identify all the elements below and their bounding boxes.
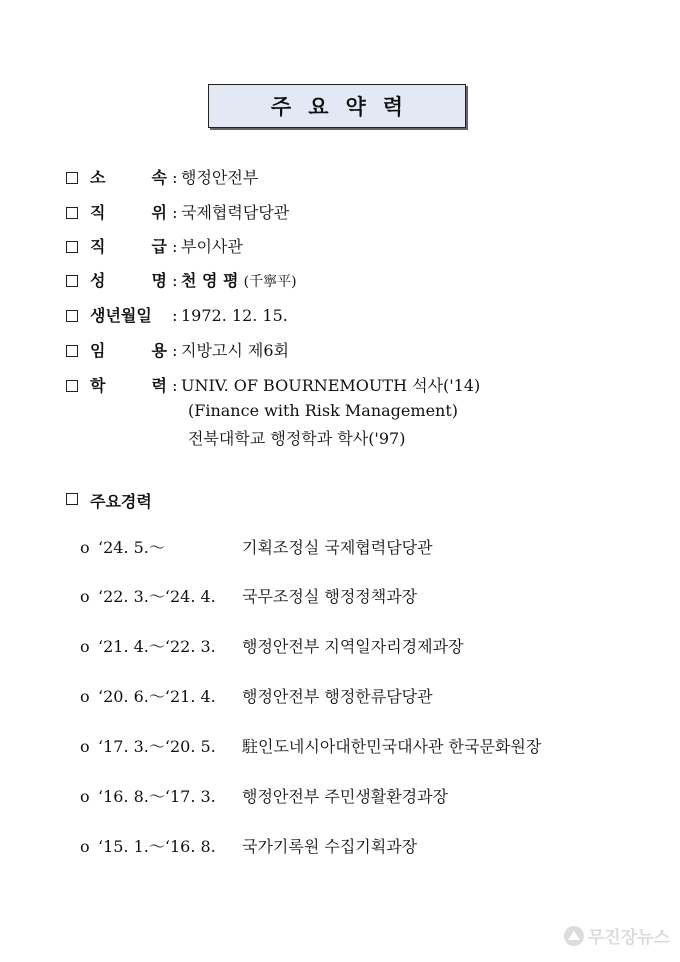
career-position: 국무조정실 행정정책과장 xyxy=(242,587,418,606)
watermark-text: 무진장뉴스 xyxy=(587,928,670,948)
career-period: ‘15. 1.～‘16. 8. xyxy=(98,837,216,856)
checkbox-icon xyxy=(66,493,78,505)
profile-row-appointment xyxy=(66,340,289,362)
profile-label: 학 력 xyxy=(90,376,167,395)
profile-value: 행정안전부 xyxy=(181,168,259,187)
bullet: o xyxy=(80,687,90,706)
colon: : xyxy=(167,271,178,290)
bullet: o xyxy=(80,787,90,806)
colon: : xyxy=(167,376,178,395)
profile-value xyxy=(181,270,297,293)
checkbox-icon xyxy=(66,275,78,287)
profile-value: 부이사관 xyxy=(181,237,243,256)
career-heading xyxy=(66,489,152,512)
education-extra-line: 전북대학교 행정학과 학사('97) xyxy=(188,429,406,448)
education-extra-line: (Finance with Risk Management) xyxy=(188,401,459,420)
colon: : xyxy=(167,306,178,325)
bullet: o xyxy=(80,538,90,557)
checkbox-icon xyxy=(66,380,78,392)
profile-row-position xyxy=(66,202,289,224)
profile-row-affiliation xyxy=(66,167,258,189)
career-period: ‘17. 3.～‘20. 5. xyxy=(98,737,216,756)
checkbox-icon xyxy=(66,207,78,219)
career-item xyxy=(80,736,541,758)
profile-value: 국제협력담당관 xyxy=(181,203,290,222)
career-period: ‘21. 4.～‘22. 3. xyxy=(98,637,216,656)
career-position: 행정안전부 주민생활환경과장 xyxy=(242,787,449,806)
name-bold: 천 영 평 xyxy=(181,271,239,290)
career-item xyxy=(80,686,433,708)
profile-label: 생년월일 xyxy=(90,306,152,325)
profile-value: 1972. 12. 15. xyxy=(181,306,288,325)
profile-label: 직 위 xyxy=(90,203,167,222)
career-period: ‘16. 8.～‘17. 3. xyxy=(98,787,216,806)
career-position: 국가기록원 수집기획과장 xyxy=(242,837,418,856)
bullet: o xyxy=(80,587,90,606)
bullet: o xyxy=(80,737,90,756)
career-item xyxy=(80,537,433,559)
career-position: 기획조정실 국제협력담당관 xyxy=(242,538,433,557)
name-hanja: (千寧平) xyxy=(243,274,297,290)
career-item xyxy=(80,786,448,808)
profile-label: 성 명 xyxy=(90,271,167,290)
bullet: o xyxy=(80,837,90,856)
career-heading-text: 주요경력 xyxy=(90,492,152,511)
colon: : xyxy=(167,341,178,360)
career-position: 행정안전부 행정한류담당관 xyxy=(242,687,433,706)
profile-label: 직 급 xyxy=(90,237,167,256)
colon: : xyxy=(167,168,178,187)
career-item xyxy=(80,586,417,608)
career-item xyxy=(80,836,417,858)
bullet: o xyxy=(80,637,90,656)
watermark xyxy=(564,923,670,948)
colon: : xyxy=(167,237,178,256)
career-period: ‘22. 3.～‘24. 4. xyxy=(98,587,216,606)
checkbox-icon xyxy=(66,310,78,322)
profile-label: 임 용 xyxy=(90,341,167,360)
profile-value: 지방고시 제6회 xyxy=(181,341,290,360)
career-period: ‘24. 5.～ xyxy=(98,538,165,557)
checkbox-icon xyxy=(66,241,78,253)
profile-row-name xyxy=(66,270,297,293)
checkbox-icon xyxy=(66,172,78,184)
profile-value: UNIV. OF BOURNEMOUTH 석사('14) xyxy=(181,376,481,395)
colon: : xyxy=(167,203,178,222)
watermark-logo-icon xyxy=(564,926,584,946)
career-position: 행정안전부 지역일자리경제과장 xyxy=(242,637,464,656)
page-title: 주요약력 xyxy=(208,84,466,128)
profile-row-education xyxy=(66,375,480,397)
career-period: ‘20. 6.～‘21. 4. xyxy=(98,687,216,706)
profile-label: 소 속 xyxy=(90,168,167,187)
career-item xyxy=(80,636,463,658)
career-position: 駐인도네시아대한민국대사관 한국문화원장 xyxy=(242,737,542,756)
profile-row-rank xyxy=(66,236,243,258)
checkbox-icon xyxy=(66,345,78,357)
profile-row-birthdate xyxy=(66,305,288,327)
